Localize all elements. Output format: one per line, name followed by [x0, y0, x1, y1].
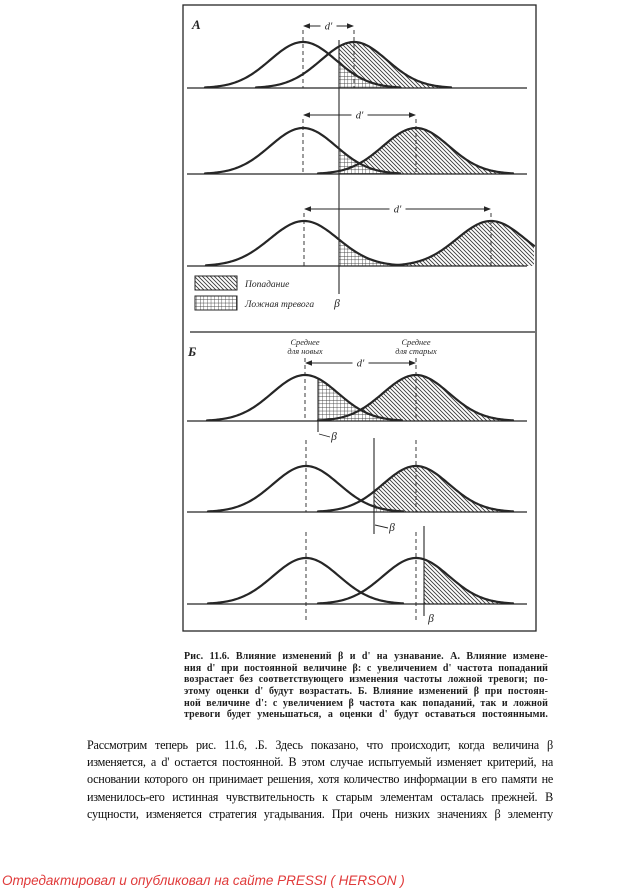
beta-leader-line — [375, 525, 388, 528]
body-line: изменяется, а d' остается постоянной. В этом случае испытуемый изменяет критерий, на — [87, 755, 553, 770]
figure-caption-line: возрастает без соответствующего изменения частоты ложной тревоги; по- — [184, 674, 548, 686]
body-line: изменилось-его истинная чувствительность к старым элементам осталась прежней. В — [87, 789, 553, 804]
figure-caption-line: Рис. 11.6. Влияние изменений β и d' на узнавание. А. Влияние измене- — [184, 651, 548, 662]
body-line: Рассмотрим теперь рис. 11.6, .Б. Здесь показано, что происходит, когда величина β — [87, 738, 553, 752]
mean-old-label: для старых — [395, 347, 437, 356]
new-items-curve — [206, 221, 401, 265]
hit-area — [374, 466, 514, 512]
d-prime-label: d' — [393, 204, 402, 216]
footer-credit: Отредактировал и опубликовал на сайте PRESSI ( HERSON ) — [2, 873, 405, 888]
arrowhead-right-icon — [409, 360, 416, 365]
section-a-label: А — [192, 17, 201, 32]
figure-caption — [184, 651, 548, 721]
figure-caption-line: этому оценки d' будут возрастать. Б. Влияние изменений β при постоян- — [184, 686, 548, 698]
d-prime-label: d' — [324, 21, 333, 33]
legend-hit-swatch — [195, 276, 237, 290]
figure-caption-line: тревоги будет уменьшаться, а оценки d' будут оставаться постоянными. — [184, 709, 548, 721]
arrowhead-right-icon — [347, 23, 354, 28]
arrowhead-left-icon — [304, 206, 311, 211]
arrowhead-left-icon — [303, 23, 310, 28]
arrowhead-right-icon — [409, 112, 416, 117]
beta-label: β — [331, 431, 337, 443]
beta-label: β — [389, 522, 395, 534]
body-line: основании которого он принимает решения, хотя количество информации в его памяти не — [87, 772, 553, 787]
legend-hit-label: Попадание — [245, 280, 290, 290]
arrowhead-right-icon — [484, 206, 491, 211]
mean-old-label: Среднее — [401, 338, 431, 347]
beta-label: β — [334, 298, 340, 310]
hit-area — [393, 221, 534, 266]
body-line: сущности, изменяется стратегия угадывания. При очень низких значениях β элементу — [87, 806, 553, 821]
beta-leader-line — [319, 434, 330, 437]
false-alarm-area — [339, 240, 402, 266]
beta-label: β — [428, 613, 434, 625]
arrowhead-left-icon — [303, 112, 310, 117]
mean-new-label: Среднее — [290, 338, 320, 347]
legend-fa-label: Ложная тревога — [245, 300, 315, 310]
figure-caption-line: ной величине d': с увеличением β частота как попаданий, так и ложной — [184, 697, 548, 709]
signal-detection-figure — [182, 4, 537, 632]
body-paragraph — [87, 737, 553, 823]
old-items-curve — [318, 558, 513, 603]
legend-fa-swatch — [195, 296, 237, 310]
section-b-label: Б — [188, 344, 197, 359]
figure-caption-line: ния d' при постоянной величине β: с увеличением d' частота попаданий — [184, 662, 548, 674]
figure-11-6 — [182, 4, 537, 632]
new-items-curve — [208, 558, 403, 603]
d-prime-label: d' — [355, 110, 364, 122]
mean-new-label: для новых — [287, 347, 323, 356]
d-prime-label: d' — [356, 358, 365, 370]
figure-border — [183, 5, 536, 631]
arrowhead-left-icon — [305, 360, 312, 365]
